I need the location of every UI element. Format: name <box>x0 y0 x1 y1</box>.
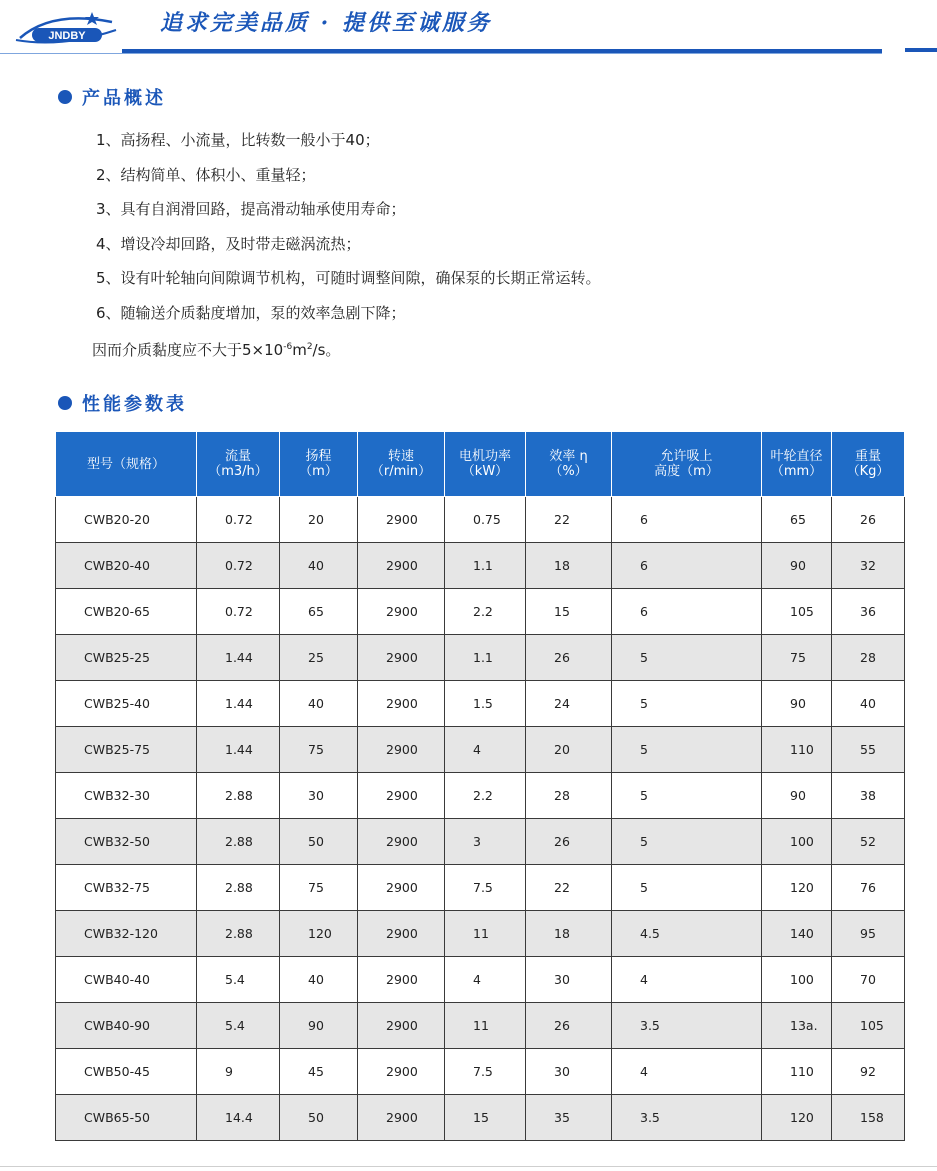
overview-title-text: 产品概述 <box>82 88 166 109</box>
table-cell: 140 <box>762 911 832 957</box>
table-cell: 24 <box>526 681 612 727</box>
table-cell: 28 <box>832 635 905 681</box>
table-cell: 55 <box>832 727 905 773</box>
table-row <box>56 727 905 773</box>
table-cell: 40 <box>832 681 905 727</box>
table-header-cell: 叶轮直径 （mm） <box>762 432 832 497</box>
table-cell: 120 <box>280 911 358 957</box>
overview-note: 因而介质黏度应不大于$5\times 10^{-6}m^2/s$。 <box>92 341 341 359</box>
table-cell: 2900 <box>358 911 445 957</box>
table-cell: 2900 <box>358 497 445 543</box>
table-cell: 6 <box>612 589 762 635</box>
table-cell: CWB20-20 <box>56 497 197 543</box>
table-cell: CWB40-40 <box>56 957 197 1003</box>
table-cell: 4 <box>612 1049 762 1095</box>
table-row <box>56 497 905 543</box>
table-cell: 40 <box>280 957 358 1003</box>
table-cell: 2.2 <box>445 773 526 819</box>
table-cell: 75 <box>280 727 358 773</box>
table-cell: CWB25-40 <box>56 681 197 727</box>
table-cell: 11 <box>445 1003 526 1049</box>
table-cell: 2900 <box>358 773 445 819</box>
table-cell: 0.72 <box>197 497 280 543</box>
performance-table <box>55 431 905 1141</box>
table-cell: 30 <box>280 773 358 819</box>
table-cell: 5 <box>612 773 762 819</box>
table-cell: 5 <box>612 727 762 773</box>
table-row <box>56 589 905 635</box>
table-cell: 120 <box>762 865 832 911</box>
table-row <box>56 773 905 819</box>
table-cell: CWB32-75 <box>56 865 197 911</box>
table-cell: CWB25-75 <box>56 727 197 773</box>
table-cell: 105 <box>762 589 832 635</box>
table-cell: 2900 <box>358 543 445 589</box>
table-header-cell: 电机功率 （kW） <box>445 432 526 497</box>
table-cell: CWB32-120 <box>56 911 197 957</box>
table-cell: 25 <box>280 635 358 681</box>
table-cell: 95 <box>832 911 905 957</box>
overview-item: 5、设有叶轮轴向间隙调节机构，可随时调整间隙，确保泵的长期正常运转。 <box>96 269 601 287</box>
table-cell: 9 <box>197 1049 280 1095</box>
table-cell: 30 <box>526 1049 612 1095</box>
table-cell: 35 <box>526 1095 612 1141</box>
table-row <box>56 957 905 1003</box>
table-cell: 1.1 <box>445 543 526 589</box>
overview-list <box>92 128 601 370</box>
table-cell: 50 <box>280 1095 358 1141</box>
table-cell: 90 <box>762 773 832 819</box>
table-cell: 0.72 <box>197 589 280 635</box>
table-cell: 110 <box>762 1049 832 1095</box>
table-cell: 30 <box>526 957 612 1003</box>
table-cell: 1.5 <box>445 681 526 727</box>
table-header-cell: 扬程 （m） <box>280 432 358 497</box>
footer-divider <box>0 1166 937 1167</box>
table-row <box>56 543 905 589</box>
logo-text: JNDBY <box>48 30 86 42</box>
table-cell: 0.75 <box>445 497 526 543</box>
table-header-cell: 效率 η （%） <box>526 432 612 497</box>
table-cell: 18 <box>526 543 612 589</box>
table-cell: 5.4 <box>197 1003 280 1049</box>
table-row <box>56 865 905 911</box>
table-cell: CWB32-30 <box>56 773 197 819</box>
table-cell: 3.5 <box>612 1003 762 1049</box>
table-cell: 90 <box>280 1003 358 1049</box>
table-cell: 2900 <box>358 865 445 911</box>
table-cell: 5 <box>612 681 762 727</box>
table-cell: 18 <box>526 911 612 957</box>
page-header <box>0 0 937 56</box>
header-slogan: 追求完美品质 · 提供至诚服务 <box>160 10 492 36</box>
table-cell: 20 <box>526 727 612 773</box>
table-cell: 32 <box>832 543 905 589</box>
table-cell: 38 <box>832 773 905 819</box>
table-cell: 2900 <box>358 1003 445 1049</box>
table-cell: 1.1 <box>445 635 526 681</box>
table-cell: 3 <box>445 819 526 865</box>
table-cell: 1.44 <box>197 635 280 681</box>
bullet-icon <box>58 396 72 410</box>
table-cell: 105 <box>832 1003 905 1049</box>
table-cell: CWB65-50 <box>56 1095 197 1141</box>
table-cell: CWB25-25 <box>56 635 197 681</box>
table-cell: 5 <box>612 865 762 911</box>
table-cell: 5.4 <box>197 957 280 1003</box>
table-cell: 158 <box>832 1095 905 1141</box>
table-cell: 52 <box>832 819 905 865</box>
table-cell: 6 <box>612 543 762 589</box>
table-cell: 70 <box>832 957 905 1003</box>
table-cell: 26 <box>526 635 612 681</box>
table-cell: 4 <box>445 727 526 773</box>
table-cell: 6 <box>612 497 762 543</box>
table-cell: 2.88 <box>197 819 280 865</box>
table-cell: 26 <box>526 1003 612 1049</box>
table-cell: 4 <box>445 957 526 1003</box>
table-cell: 100 <box>762 957 832 1003</box>
table-cell: 40 <box>280 681 358 727</box>
table-cell: CWB40-90 <box>56 1003 197 1049</box>
table-cell: CWB20-40 <box>56 543 197 589</box>
table-cell: CWB32-50 <box>56 819 197 865</box>
overview-item: 6、随输送介质黏度增加，泵的效率急剧下降； <box>96 303 406 322</box>
table-cell: 26 <box>832 497 905 543</box>
table-cell: 4 <box>612 957 762 1003</box>
table-cell: 75 <box>762 635 832 681</box>
table-cell: 2900 <box>358 727 445 773</box>
table-cell: 2.88 <box>197 911 280 957</box>
table-cell: 40 <box>280 543 358 589</box>
table-cell: 45 <box>280 1049 358 1095</box>
table-cell: CWB20-65 <box>56 589 197 635</box>
company-logo <box>12 8 120 48</box>
table-cell: 65 <box>762 497 832 543</box>
table-cell: 5 <box>612 819 762 865</box>
table-cell: 5 <box>612 635 762 681</box>
table-cell: 90 <box>762 681 832 727</box>
table-row <box>56 681 905 727</box>
table-cell: 1.44 <box>197 681 280 727</box>
overview-title <box>58 84 166 110</box>
table-header-cell: 允许吸上 高度（m） <box>612 432 762 497</box>
table-cell: 11 <box>445 911 526 957</box>
table-cell: 20 <box>280 497 358 543</box>
table-row <box>56 911 905 957</box>
table-cell: 7.5 <box>445 865 526 911</box>
table-cell: 100 <box>762 819 832 865</box>
table-row <box>56 1003 905 1049</box>
table-cell: 2900 <box>358 1095 445 1141</box>
table-cell: 14.4 <box>197 1095 280 1141</box>
table-header-row <box>56 432 905 497</box>
table-header-cell: 型号（规格） <box>56 432 197 497</box>
overview-item: 3、具有自润滑回路，提高滑动轴承使用寿命； <box>96 200 406 218</box>
table-cell: 92 <box>832 1049 905 1095</box>
table-cell: 36 <box>832 589 905 635</box>
table-cell: 65 <box>280 589 358 635</box>
table-row <box>56 1095 905 1141</box>
table-cell: 2900 <box>358 1049 445 1095</box>
table-cell: 90 <box>762 543 832 589</box>
table-row <box>56 819 905 865</box>
table-cell: 2900 <box>358 681 445 727</box>
table-cell: 4.5 <box>612 911 762 957</box>
table-cell: 50 <box>280 819 358 865</box>
table-cell: 2900 <box>358 957 445 1003</box>
params-title-text: 性能参数表 <box>82 394 187 415</box>
table-cell: 22 <box>526 497 612 543</box>
table-cell: CWB50-45 <box>56 1049 197 1095</box>
overview-item: 2、结构简单、体积小、重量轻； <box>96 165 316 184</box>
table-cell: 3.5 <box>612 1095 762 1141</box>
table-cell: 22 <box>526 865 612 911</box>
table-cell: 15 <box>445 1095 526 1141</box>
table-cell: 2.88 <box>197 773 280 819</box>
table-cell: 2900 <box>358 819 445 865</box>
table-header-cell: 转速 （r/min） <box>358 432 445 497</box>
table-cell: 26 <box>526 819 612 865</box>
table-cell: 75 <box>280 865 358 911</box>
table-cell: 1.44 <box>197 727 280 773</box>
table-cell: 0.72 <box>197 543 280 589</box>
table-row <box>56 1049 905 1095</box>
table-cell: 13a. <box>762 1003 832 1049</box>
table-cell: 7.5 <box>445 1049 526 1095</box>
table-cell: 15 <box>526 589 612 635</box>
table-header-cell: 重量 （Kg） <box>832 432 905 497</box>
table-row <box>56 635 905 681</box>
table-header-cell: 流量 （m3/h） <box>197 432 280 497</box>
table-cell: 2900 <box>358 635 445 681</box>
table-cell: 2.2 <box>445 589 526 635</box>
table-cell: 120 <box>762 1095 832 1141</box>
header-divider-right <box>905 48 937 52</box>
table-cell: 2.88 <box>197 865 280 911</box>
bullet-icon <box>58 90 72 104</box>
overview-item: 1、高扬程、小流量，比转数一般小于40； <box>96 131 380 149</box>
overview-item: 4、增设冷却回路，及时带走磁涡流热； <box>96 234 361 253</box>
params-title <box>58 390 187 416</box>
table-cell: 2900 <box>358 589 445 635</box>
table-cell: 28 <box>526 773 612 819</box>
header-divider-thin <box>0 53 882 54</box>
table-cell: 76 <box>832 865 905 911</box>
table-cell: 110 <box>762 727 832 773</box>
